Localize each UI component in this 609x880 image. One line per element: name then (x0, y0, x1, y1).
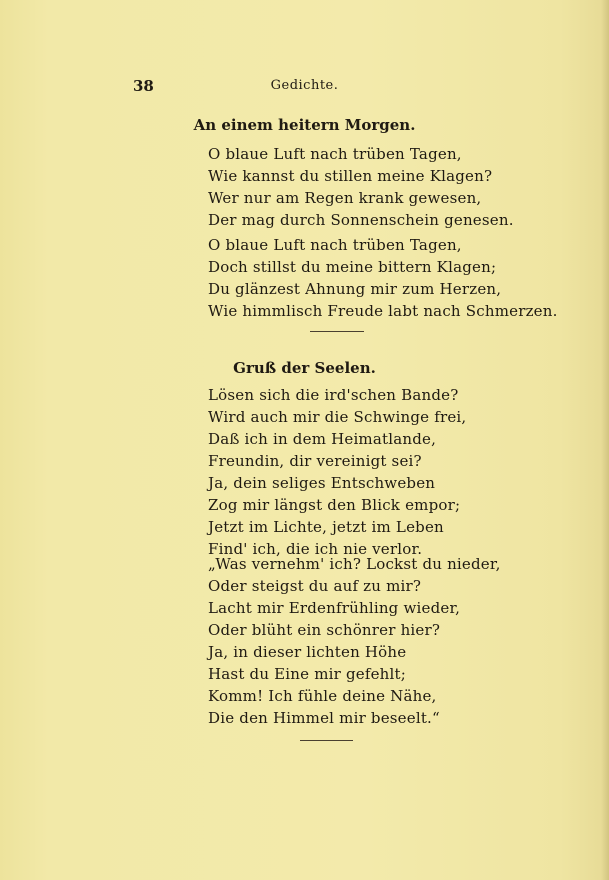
poem-line: Oder blüht ein schönrer hier? (208, 621, 441, 639)
poem-line: Wird auch mir die Schwinge frei, (208, 408, 467, 426)
poem-line: Ja, in dieser lichten Höhe (208, 643, 407, 661)
stanza (208, 234, 558, 322)
poem-line: Du glänzest Ahnung mir zum Herzen, (208, 280, 502, 298)
poem-line: Komm! Ich fühle deine Nähe, (208, 687, 437, 705)
poem-title: Gruß der Seelen. (233, 359, 376, 377)
poem-line: Daß ich in dem Heimatlande, (208, 430, 437, 448)
stanza (208, 553, 501, 729)
page-number: 38 (133, 77, 154, 95)
poem-line: Der mag durch Sonnenschein genesen. (208, 211, 514, 229)
poem-line: Freundin, dir vereinigt sei? (208, 452, 422, 470)
poem-line: Doch stillst du meine bittern Klagen; (208, 258, 497, 276)
section-divider (310, 331, 364, 332)
poem-line: „Was vernehm' ich? Lockst du nieder, (208, 555, 501, 573)
poem-line: Zog mir längst den Blick empor; (208, 496, 461, 514)
poem-line: O blaue Luft nach trüben Tagen, (208, 145, 462, 163)
poem-line: Lösen sich die ird'schen Bande? (208, 386, 459, 404)
poem-line: Wie kannst du stillen meine Klagen? (208, 167, 493, 185)
running-head: Gedichte. (270, 78, 339, 93)
poem-line: Wie himmlisch Freude labt nach Schmerzen. (208, 302, 558, 320)
section-divider (300, 740, 353, 741)
stanza (208, 143, 514, 231)
poem-line: Wer nur am Regen krank gewesen, (208, 189, 482, 207)
poem-line: Hast du Eine mir gefehlt; (208, 665, 407, 683)
poem-line: Die den Himmel mir beseelt.“ (208, 709, 440, 727)
poem-line: O blaue Luft nach trüben Tagen, (208, 236, 462, 254)
poem-line: Ja, dein seliges Entschweben (208, 474, 436, 492)
stanza (208, 384, 466, 560)
poem-line: Find' ich, die ich nie verlor. (208, 540, 423, 558)
poem-line: Oder steigst du auf zu mir? (208, 577, 422, 595)
poem-line: Lacht mir Erdenfrühling wieder, (208, 599, 461, 617)
poem-line: Jetzt im Lichte, jetzt im Leben (208, 518, 444, 536)
poem-title: An einem heitern Morgen. (193, 116, 416, 134)
